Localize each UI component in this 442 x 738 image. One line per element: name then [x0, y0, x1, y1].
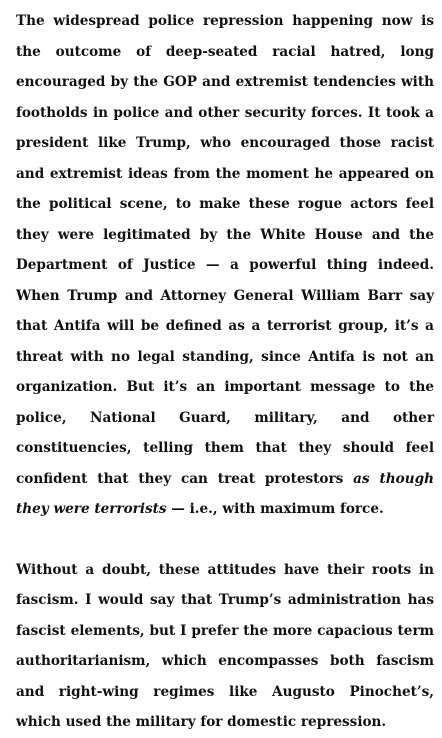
paragraph-text: Without a doubt, these attitudes have their roots in fascism. I would say that Trump’s administration has fascist elements, but I prefer the more capacious term authoritarianism, which encompasses both fascism and right-wing regimes like Augusto Pinochet’s, which used the military for domestic repression.	[16, 561, 434, 730]
italic-emphasis: as though they were terrorists	[16, 470, 434, 517]
paragraph-fascism-roots	[16, 555, 434, 738]
paragraph-text-after-italic: — i.e., with maximum force.	[166, 501, 384, 517]
article-body	[16, 6, 434, 738]
paragraph-police-repression	[16, 6, 434, 525]
paragraph-text-before-italic: The widespread police repression happening now is the outcome of deep-seated racial hatred, long encouraged by the GOP and extremist tendencies with footholds in police and other security forces. It took a president like Trump, who encouraged those racist and extremist ideas from the moment he appeared on the political scene, to make these rogue actors feel they were legitimated by the White House and the Department of Justice — a powerful thing indeed. When Trump and Attorney General William Barr say that Antifa will be defined as a terrorist group, it’s a threat with no legal standing, since Antifa is not an organization. But it’s an important message to the police, National Guard, military, and other constituencies, telling them that they should feel confident that they can treat protestors	[16, 13, 434, 487]
